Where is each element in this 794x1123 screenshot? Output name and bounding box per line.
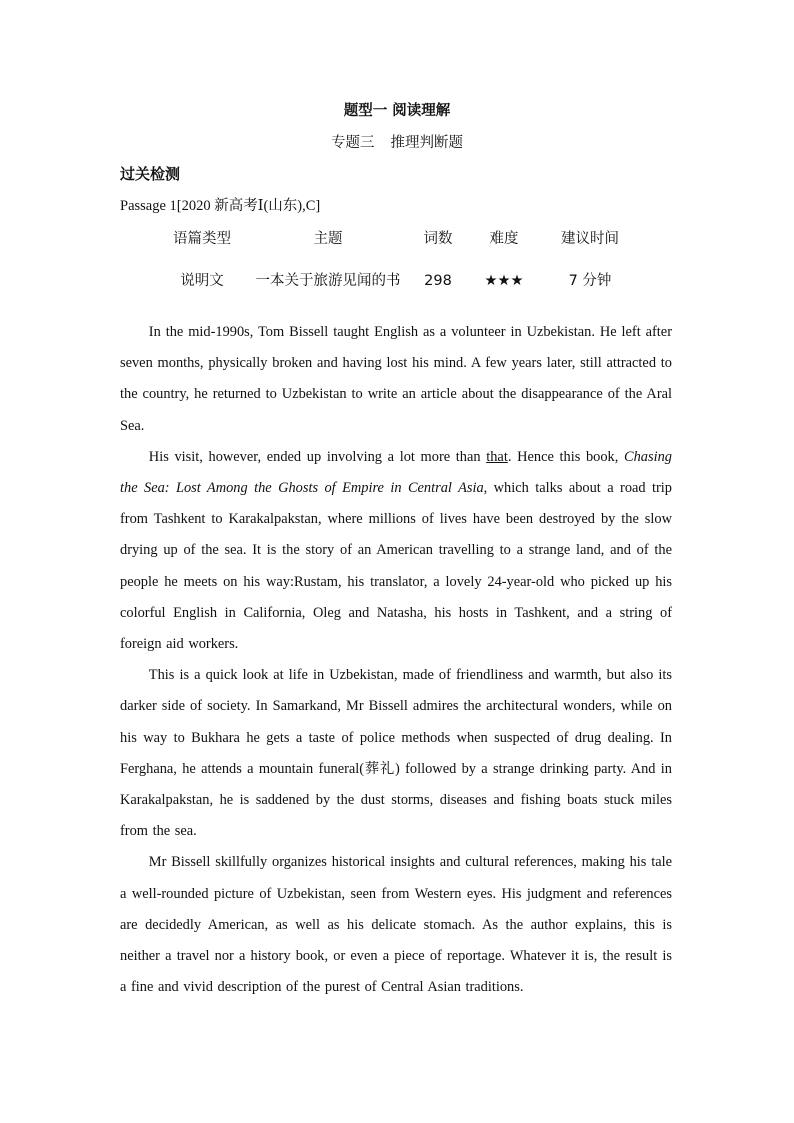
book-title: Chasing the Sea: Lost Among the Ghosts of Empire in Central Asia [120, 448, 672, 497]
cell-type: 说明文 [180, 273, 224, 289]
passage-info-table [150, 224, 646, 312]
cell-difficulty-stars: ★★★ [484, 273, 524, 289]
cell-word-count: 298 [424, 273, 452, 289]
cell-suggested-time: 7 分钟 [568, 273, 612, 289]
info-table-header-row [150, 224, 646, 250]
section-label: 过关检测 [120, 165, 181, 183]
paragraph-2-part-a: His visit, however, ended up involving a lot more than [148, 448, 487, 465]
document-title: 题型一 阅读理解 [343, 103, 451, 119]
passage-body [120, 317, 672, 1003]
paragraph-2 [120, 442, 672, 660]
header-cell-theme: 主题 [313, 230, 343, 247]
paragraph-1: In the mid-1990s, Tom Bissell taught English as a volunteer in Uzbekistan. He left after seven months, physically broken and having lost his mind. A few years later, still attracted to the country, he returned to Uzbekistan to write an article about the disappearance of the Aral Sea. [120, 324, 672, 434]
paragraph-4: Mr Bissell skillfully organizes historical insights and cultural references, making his tale a well-rounded picture of Uzbekistan, seen from Western eyes. His judgment and references are decidedly American, as well as his delicate stomach. As the author explains, this is neither a travel nor a history book, or even a piece of reportage. Whatever it is, the result is a fine and vivid description of the purest of Central Asian traditions. [120, 854, 672, 996]
info-table-data-row [150, 250, 646, 312]
header-cell-type: 语篇类型 [173, 230, 231, 247]
paragraph-2-part-b: . Hence this book, [507, 448, 625, 465]
document-subtitle [0, 133, 794, 153]
cell-theme: 一本关于旅游见闻的书 [255, 273, 401, 289]
header-cell-difficulty: 难度 [489, 230, 519, 247]
subtitle-topic-name: 推理判断题 [390, 135, 463, 151]
subtitle-topic-number: 专题三 [331, 135, 375, 151]
paragraph-3: This is a quick look at life in Uzbekistan, made of friendliness and warmth, but also its darker side of society. In Samarkand, Mr Bissell admires the architectural wonders, while on his way to Bukhara he gets a taste of police methods when suspected of drug dealing. In Ferghana, he attends a mountain funeral(葬礼) followed by a strange drinking party. And in Karakalpakstan, he is saddened by the dust storms, diseases and fishing boats stuck miles from the sea. [120, 667, 672, 840]
paragraph-2-part-c: , which talks about a road trip from Tashkent to Karakalpakstan, where millions of lives have been destroyed by the slow drying up of the sea. It is the story of an American travelling to a strange land, and of the people he meets on his way:Rustam, his translator, a lovely 24-year-old who picked up his colorful English in California, Oleg and Natasha, his hosts in Tashkent, and a string of foreign aid workers. [120, 480, 672, 653]
underlined-word: that [486, 448, 508, 465]
passage-label: Passage 1[2020 新高考Ⅰ(山东),C] [120, 198, 321, 214]
header-cell-suggested-time: 建议时间 [561, 230, 619, 247]
header-cell-word-count: 词数 [423, 230, 453, 247]
